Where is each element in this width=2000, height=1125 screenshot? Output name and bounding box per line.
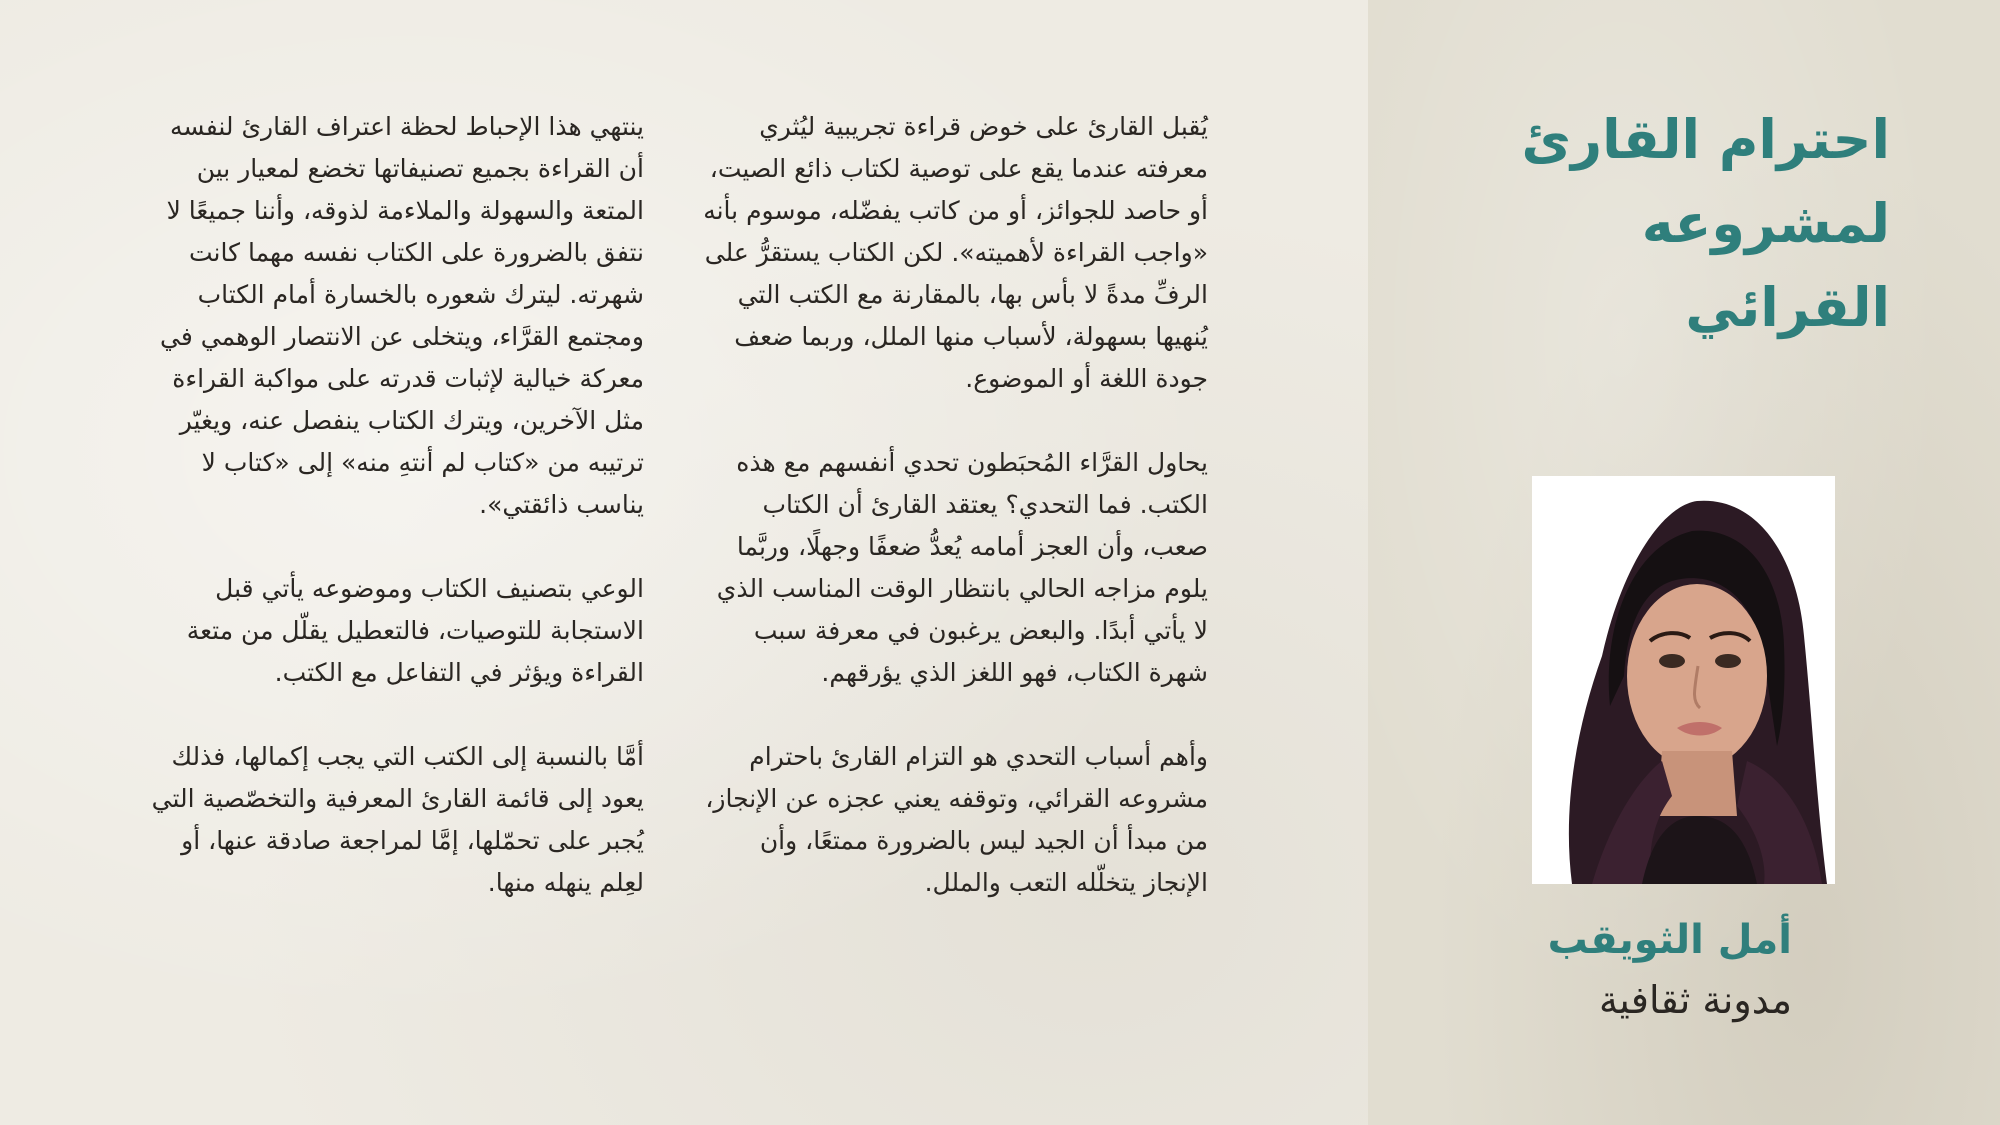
author-role: مدونة ثقافية	[1598, 978, 1792, 1022]
title-line-2: لمشروعه القرائي	[1641, 192, 1890, 339]
author-photo	[1532, 476, 1835, 884]
paragraph: أمَّا بالنسبة إلى الكتب التي يجب إكمالها، فذلك يعود إلى قائمة القارئ المعرفية والتخصّصية التي يُجبر على تحمّلها، إمَّا لمراجعة صادقة عنها، أو لعِلم ينهله منها.	[151, 742, 644, 897]
paragraph: يُقبل القارئ على خوض قراءة تجريبية ليُثري معرفته عندما يقع على توصية لكتاب ذائع الصيت، أو حاصد للجوائز، أو من كاتب يفضّله، موسوم بأنه «واجب القراءة لأهميته». لكن الكتاب يستقرُّ على الرفِّ مدةً لا بأس بها، بالمقارنة مع الكتب التي يُنهيها بسهولة، لأسباب منها الملل، وربما ضعف جودة اللغة أو الموضوع.	[703, 112, 1208, 393]
title-line-1: احترام القارئ	[1521, 108, 1890, 171]
paragraph: الوعي بتصنيف الكتاب وموضوعه يأتي قبل الاستجابة للتوصيات، فالتعطيل يقلّل من متعة القراءة ويؤثر في التفاعل مع الكتب.	[186, 574, 644, 687]
article-title	[1420, 98, 1890, 350]
paragraph: وأهم أسباب التحدي هو التزام القارئ باحترام مشروعه القرائي، وتوقفه يعني عجزه عن الإنجاز، من مبدأ أن الجيد ليس بالضرورة ممتعًا، وأن الإنجاز يتخلّله التعب والملل.	[705, 742, 1208, 897]
paragraph: يحاول القرَّاء المُحبَطون تحدي أنفسهم مع هذه الكتب. فما التحدي؟ يعتقد القارئ أن الكتاب صعب، وأن العجز أمامه يُعدُّ ضعفًا وجهلًا، وربَّما يلوم مزاجه الحالي بانتظار الوقت المناسب الذي لا يأتي أبدًا. والبعض يرغبون في معرفة سبب شهرة الكتاب، فهو اللغز الذي يؤرقهم.	[716, 448, 1208, 687]
article-column-left	[138, 106, 644, 904]
author-portrait-icon	[1532, 476, 1835, 884]
article-column-right	[700, 106, 1208, 904]
paragraph: ينتهي هذا الإحباط لحظة اعتراف القارئ لنفسه أن القراءة بجميع تصنيفاتها تخضع لمعيار بين المتعة والسهولة والملاءمة لذوقه، وأننا جميعًا لا نتفق بالضرورة على الكتاب نفسه مهما كانت شهرته. ليترك شعوره بالخسارة أمام الكتاب ومجتمع القرَّاء، ويتخلى عن الانتصار الوهمي في معركة خيالية لإثبات قدرته على مواكبة القراءة مثل الآخرين، ويترك الكتاب ينفصل عنه، ويغيّر ترتيبه من «كتاب لم أنتهِ منه» إلى «كتاب لا يناسب ذائقتي».	[160, 112, 644, 519]
author-name: أمل الثويقب	[1547, 917, 1792, 963]
